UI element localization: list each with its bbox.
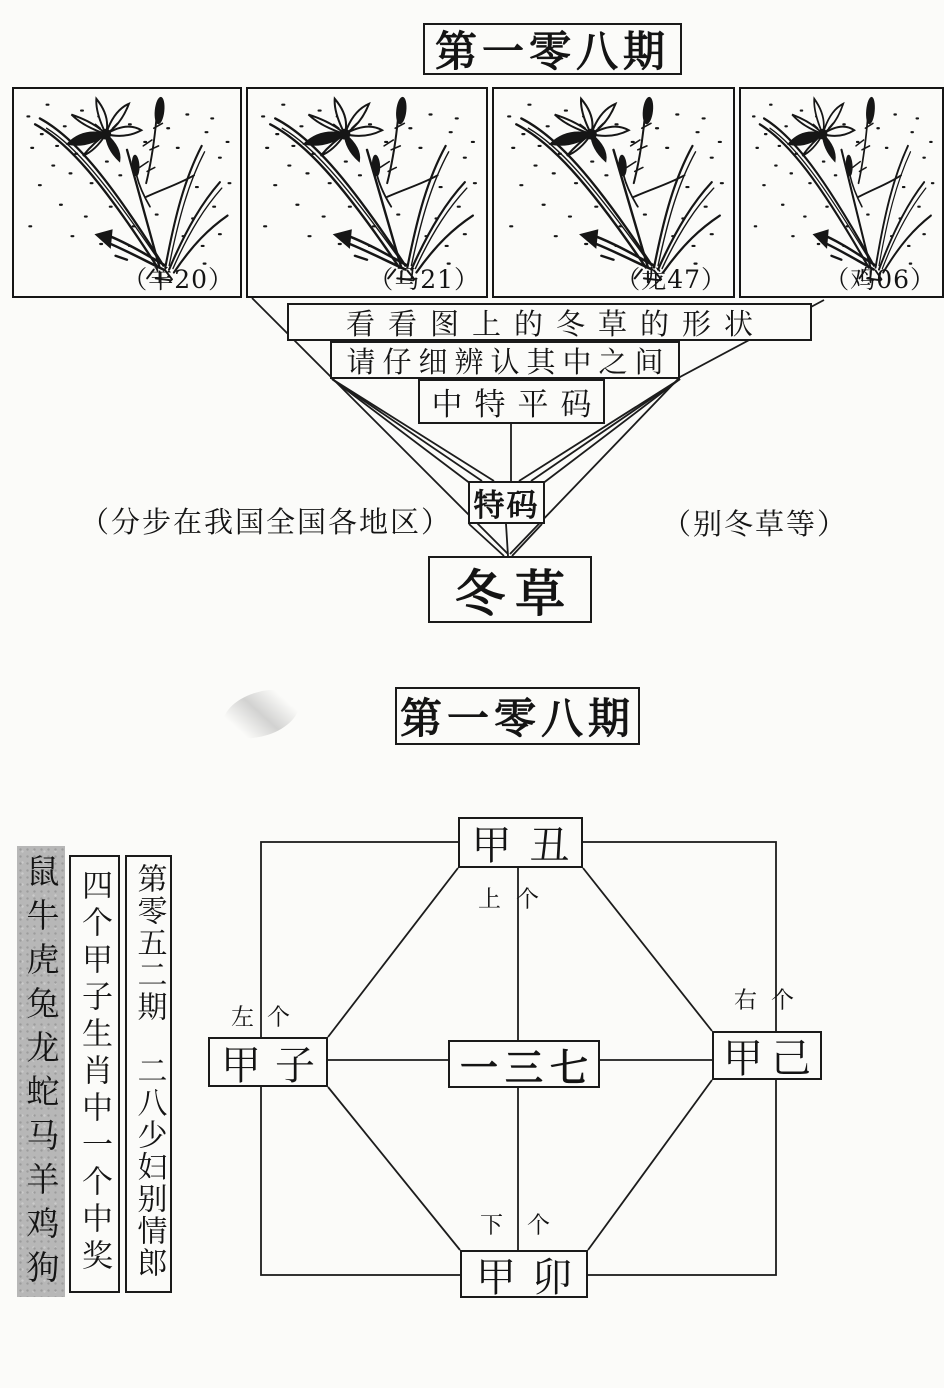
period-note-column: 第零五二期 二八少妇别情郎 [125,855,172,1293]
diagram-label-right: 右个 [734,987,808,1014]
diagram-node-center [448,1040,600,1088]
diagram-node-left-text: 甲子 [221,1042,329,1089]
special-number-text: 特码 [473,488,540,524]
left-note: （分步在我国全国各地区） [80,505,453,539]
flower-panel-2 [246,87,488,298]
diagram-label-bottom: 下个 [480,1212,574,1239]
diagram-label-top: 上个 [478,886,554,913]
result-box [428,556,592,623]
diagram-node-bottom-text: 甲卯 [476,1254,588,1301]
scan-smudge [217,681,305,747]
bottom-title-box [395,687,640,745]
right-note: （别冬草等） [662,507,849,541]
flower-panel-label: （马21） [368,265,480,294]
bottom-title-text: 第一零八期 [399,694,635,743]
diagram-node-right [712,1031,822,1080]
flower-panel-3 [492,87,735,298]
diagram-label-left: 左个 [231,1004,303,1031]
flower-panel-label: （羊20） [122,265,234,294]
result-text: 冬草 [455,563,575,623]
diagram-node-center-text: 一三七 [459,1044,595,1090]
funnel-box-1-text: 看看图上的冬草的形状 [345,306,766,341]
flower-panel-4 [739,87,944,298]
diagram-node-right-text: 甲己 [723,1036,819,1082]
prize-note-column: 四个甲子生肖中一个中奖 [69,855,120,1293]
diagram-node-top-text: 甲丑 [471,823,588,869]
funnel-box-3 [418,379,605,424]
special-number-box [468,481,545,524]
funnel-box-2-text: 请仔细辨认其中之间 [346,344,671,379]
funnel-box-3-text: 中特平码 [431,387,604,423]
funnel-box-1 [287,303,812,341]
top-title-text: 第一零八期 [434,27,670,76]
diagram-node-bottom [460,1250,588,1301]
funnel-box-2 [330,341,680,379]
diagram-node-left [208,1037,328,1087]
diagram-node-top [458,817,588,869]
zodiac-list-column: 鼠牛虎兔龙蛇马羊鸡狗 [17,846,65,1297]
flower-panel-label: （龙47） [615,265,727,294]
flower-panel-label: （鸡06） [824,265,936,294]
top-title-box [423,23,682,75]
flower-panel-1 [12,87,242,298]
